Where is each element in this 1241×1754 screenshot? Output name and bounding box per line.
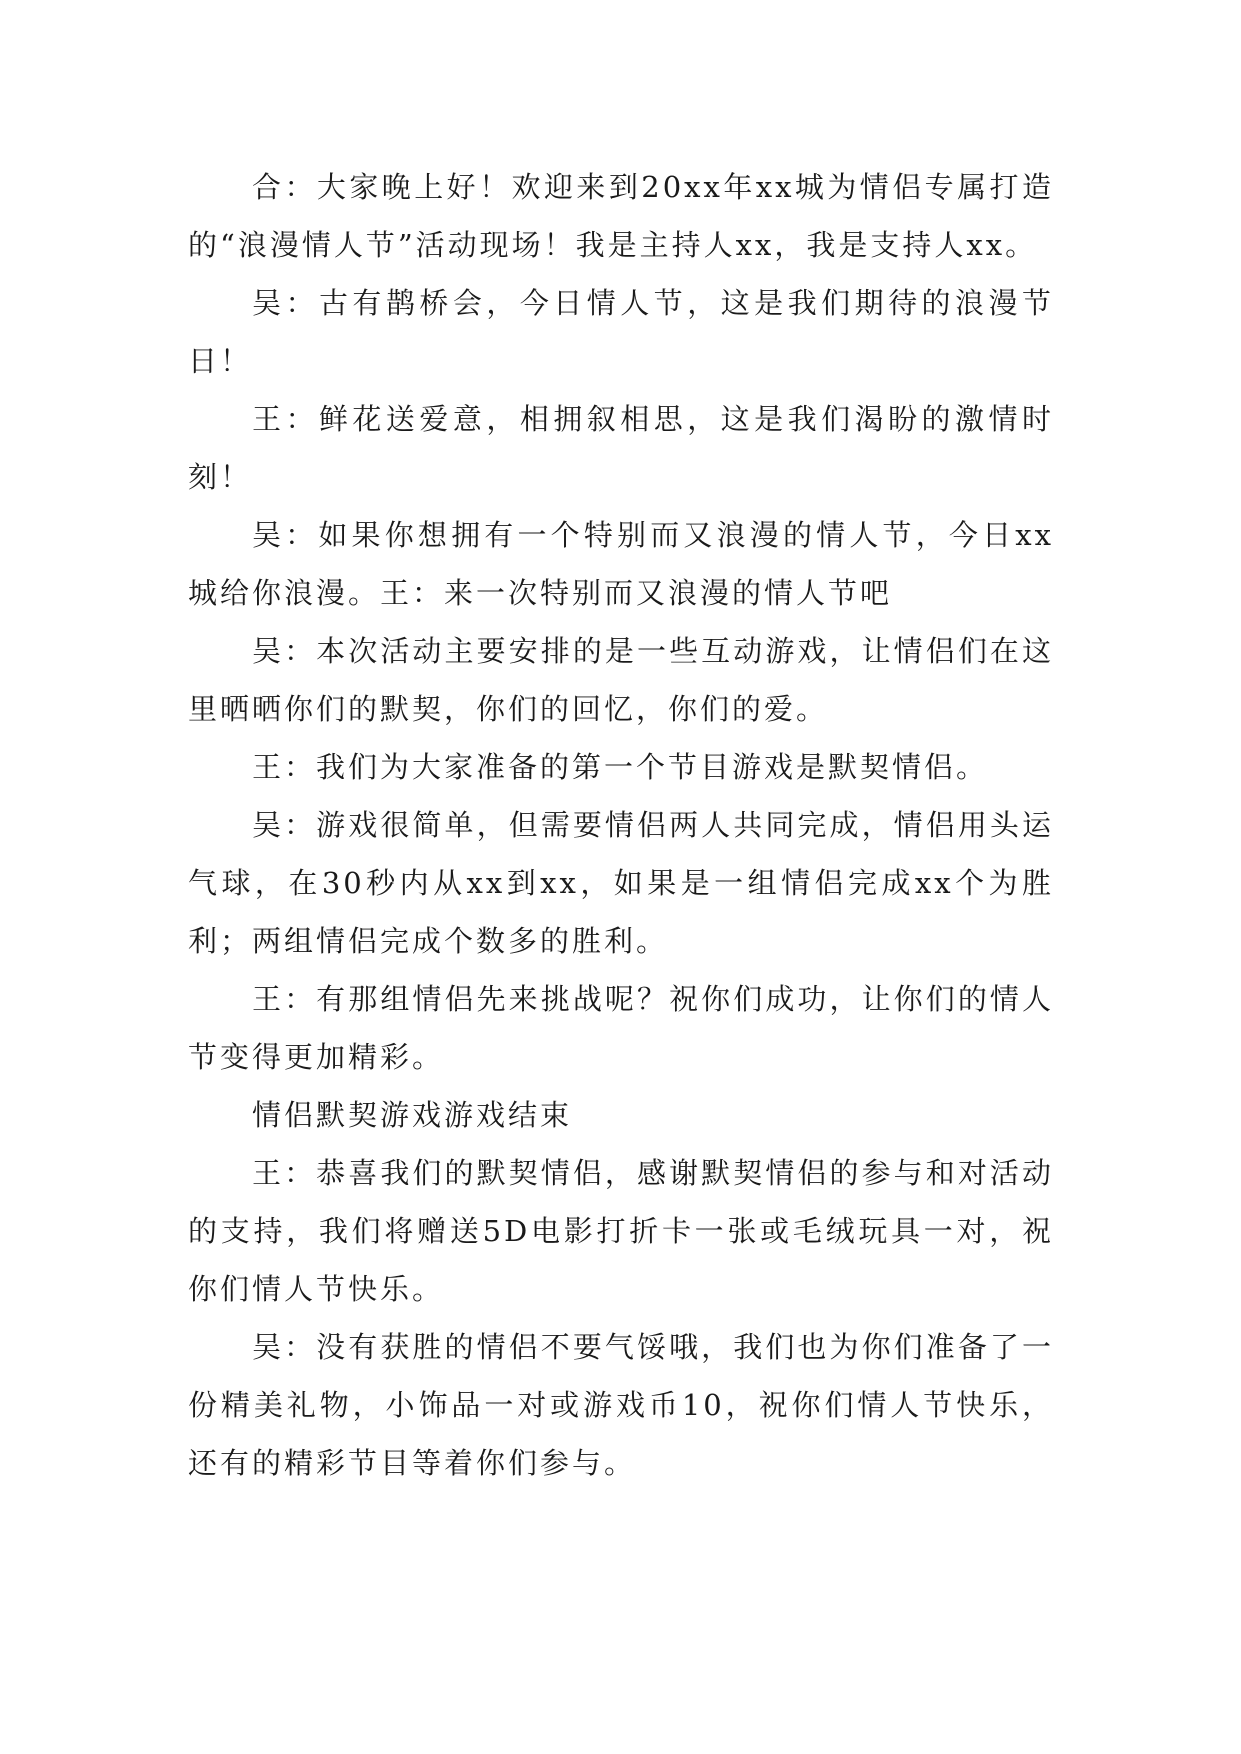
paragraph-wu-special-valentine: 吴：如果你想拥有一个特别而又浪漫的情人节，今日xx城给你浪漫。王：来一次特别而又浪漫的情人节吧	[188, 518, 1054, 610]
paragraph-wu-game-rules: 吴：游戏很简单，但需要情侣两人共同完成，情侣用头运气球，在30秒内从xx到xx，如果是一组情侣完成xx个为胜利；两组情侣完成个数多的胜利。	[188, 808, 1054, 958]
paragraph-wu-magpie-bridge: 吴：古有鹊桥会，今日情人节，这是我们期待的浪漫节日！	[188, 286, 1054, 378]
paragraph-wang-first-game: 王：我们为大家准备的第一个节目游戏是默契情侣。	[252, 750, 989, 784]
paragraph-wang-prizes: 王：恭喜我们的默契情侣，感谢默契情侣的参与和对活动的支持，我们将赠送5D电影打折卡一张或毛绒玩具一对，祝你们情人节快乐。	[188, 1156, 1054, 1306]
paragraph-wu-consolation: 吴：没有获胜的情侣不要气馁哦，我们也为你们准备了一份精美礼物，小饰品一对或游戏币10，祝你们情人节快乐，还有的精彩节目等着你们参与。	[188, 1330, 1054, 1480]
paragraph-wang-challenge: 王：有那组情侣先来挑战呢？祝你们成功，让你们的情人节变得更加精彩。	[188, 982, 1054, 1074]
paragraph-wang-flowers: 王：鲜花送爱意，相拥叙相思，这是我们渴盼的激情时刻！	[188, 402, 1054, 494]
document-body	[188, 158, 1054, 1492]
paragraph-opening-greeting: 合：大家晚上好！欢迎来到20xx年xx城为情侣专属打造的“浪漫情人节”活动现场！我是主持人xx，我是支持人xx。	[188, 170, 1054, 262]
paragraph-wu-activity-intro: 吴：本次活动主要安排的是一些互动游戏，让情侣们在这里晒晒你们的默契，你们的回忆，你们的爱。	[188, 634, 1054, 726]
paragraph-game-end: 情侣默契游戏游戏结束	[252, 1098, 573, 1132]
